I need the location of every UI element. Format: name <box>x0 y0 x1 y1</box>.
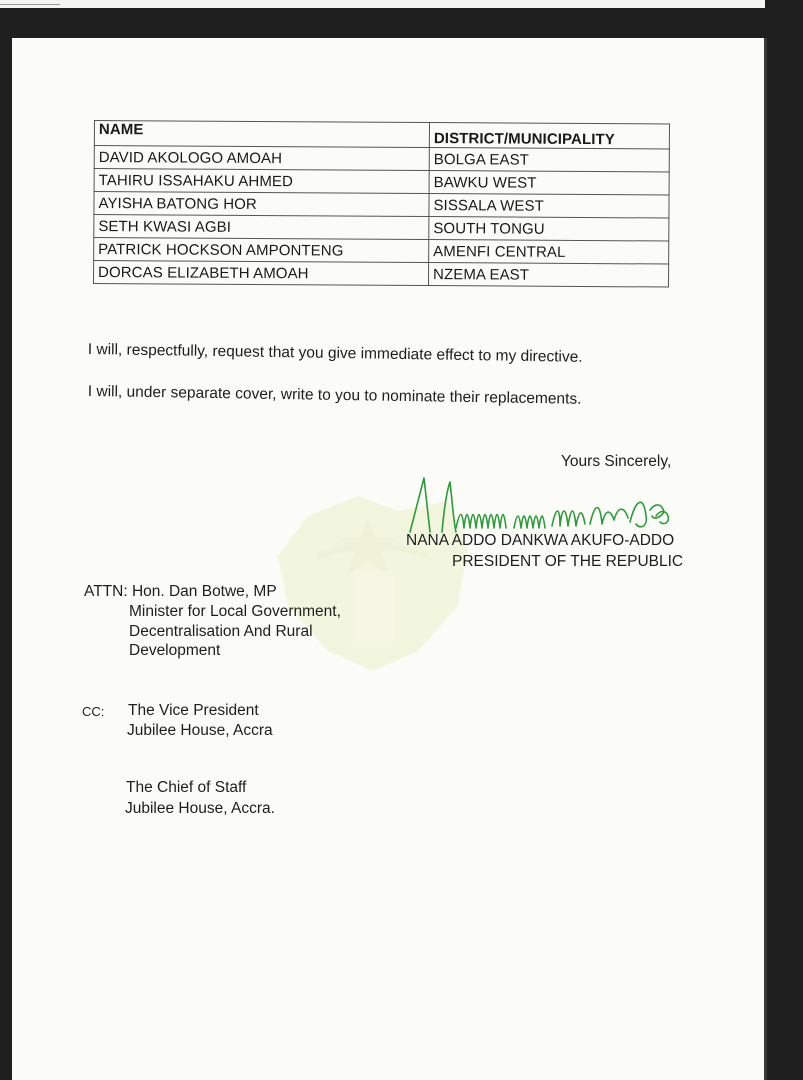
cell-name: SETH KWASI AGBI <box>94 215 429 240</box>
cell-name: DAVID AKOLOGO AMOAH <box>94 146 429 171</box>
paragraph-directive: I will, respectfully, request that you give immediate effect to my directive. <box>87 341 583 366</box>
attention-office-line: Decentralisation And Rural <box>129 623 313 640</box>
handwritten-signature <box>402 470 692 540</box>
attention-label: ATTN: <box>84 583 128 600</box>
cc-recipient-address: Jubilee House, Accra <box>127 722 273 739</box>
cell-district: AMENFI CENTRAL <box>429 240 669 264</box>
document-page <box>12 38 764 1080</box>
table-row <box>94 261 669 288</box>
cc-recipient-address: Jubilee House, Accra. <box>125 800 275 817</box>
page-right-edge <box>764 38 767 1080</box>
cell-district: NZEMA EAST <box>428 263 668 287</box>
appointees-table <box>93 120 670 288</box>
cell-name: AYISHA BATONG HOR <box>94 192 429 217</box>
cell-district: SISSALA WEST <box>429 194 669 218</box>
table-header-row <box>94 121 669 150</box>
cell-district: BAWKU WEST <box>429 171 669 195</box>
attention-line <box>84 583 277 601</box>
signatory-title: PRESIDENT OF THE REPUBLIC <box>452 553 684 570</box>
cc-recipient-title: The Vice President <box>128 702 259 719</box>
cc-recipient-title: The Chief of Staff <box>126 779 247 796</box>
cell-district: BOLGA EAST <box>429 148 669 172</box>
attention-recipient: Hon. Dan Botwe, MP <box>131 583 277 600</box>
attention-office-line: Development <box>129 642 221 659</box>
attention-office-line: Minister for Local Government, <box>129 603 341 620</box>
cell-name: DORCAS ELIZABETH AMOAH <box>94 261 429 286</box>
salutation: Yours Sincerely, <box>561 453 672 470</box>
signatory-name: NANA ADDO DANKWA AKUFO-ADDO <box>406 532 675 549</box>
column-header-name: NAME <box>94 121 429 148</box>
previous-page-edge <box>0 0 765 8</box>
column-header-district: DISTRICT/MUNICIPALITY <box>429 123 669 149</box>
cell-name: PATRICK HOCKSON AMPONTENG <box>94 238 429 263</box>
cell-name: TAHIRU ISSAHAKU AHMED <box>94 169 429 194</box>
appointees-table-wrapper <box>93 120 670 288</box>
paragraph-replacements: I will, under separate cover, write to you to nominate their replacements. <box>87 383 582 408</box>
signature-block <box>402 470 692 570</box>
cc-label: CC: <box>82 704 105 719</box>
cell-district: SOUTH TONGU <box>429 217 669 241</box>
letter-body <box>12 38 764 1080</box>
